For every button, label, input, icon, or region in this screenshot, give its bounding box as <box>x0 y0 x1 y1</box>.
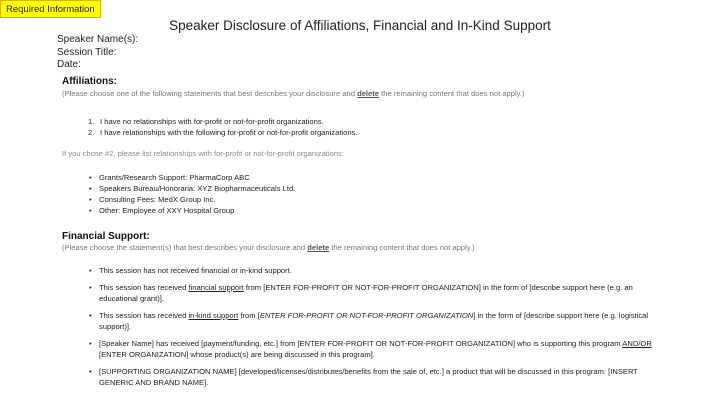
required-information-badge: Required Information <box>0 0 101 18</box>
list-text: This session has not received financial or in-kind support. <box>99 266 292 275</box>
list-text: This session has received in-kind support from [ENTER FOR-PROFIT OR NOT-FOR-PROFIT ORGANIZATION] in the form of [describe support here (e.g. logistical support)]. <box>99 311 649 331</box>
list-number: 1. <box>88 117 95 126</box>
list-item <box>88 127 357 138</box>
relationships-list <box>89 172 295 216</box>
delete-word: delete <box>357 89 380 98</box>
list-item <box>89 338 669 360</box>
bullet: • <box>89 367 92 376</box>
list-text: Speakers Bureau/Honoraria: XYZ Biopharmaceuticals Ltd. <box>99 184 296 193</box>
bullet: • <box>89 339 92 348</box>
list-text: Other: Employee of XXY Hospital Group <box>99 206 235 215</box>
bullet: • <box>89 206 92 215</box>
list-item <box>89 194 295 205</box>
list-item <box>89 183 295 194</box>
bullet: • <box>89 173 92 182</box>
instr-text: the remaining content that does not apply.) <box>379 89 525 98</box>
list-item <box>89 172 295 183</box>
bullet: • <box>89 195 92 204</box>
affiliation-options <box>88 116 357 138</box>
list-item <box>89 366 669 388</box>
affiliations-instructions <box>62 89 525 98</box>
list-text: [SUPPORTING ORGANIZATION NAME] [developed/licenses/distributes/benefits from the sale of, etc.] a product that will be discussed in this program: [INSERT GENERIC AND BRAND NAME]. <box>99 367 638 387</box>
support-statements <box>89 265 669 394</box>
affiliations-heading: Affiliations: <box>62 76 117 87</box>
list-text: Consulting Fees: MedX Group Inc. <box>99 195 216 204</box>
list-text: Grants/Research Support: PharmaCorp ABC <box>99 173 250 182</box>
list-text: I have no relationships with for-profit or not-for-profit organizations. <box>100 117 324 126</box>
financial-support-heading: Financial Support: <box>62 231 150 242</box>
list-item <box>89 310 669 332</box>
delete-word: delete <box>307 243 330 252</box>
date-label: Date: <box>57 59 81 70</box>
list-item <box>88 116 357 127</box>
list-item <box>89 205 295 216</box>
list-text: I have relationships with the following for-profit or not-for-profit organizations. <box>100 128 358 137</box>
list-number: 2. <box>88 128 95 137</box>
bullet: • <box>89 184 92 193</box>
list-text: This session has received financial support from [ENTER FOR-PROFIT OR NOT-FOR-PROFIT ORGANIZATION] in the form of [describe support here (e.g. an educational grant)]. <box>99 283 633 303</box>
session-title-label: Session Title: <box>57 46 117 58</box>
instr-text: (Please choose the statement(s) that best describes your disclosure and <box>62 243 308 252</box>
list-item <box>89 265 669 276</box>
bullet: • <box>89 311 92 320</box>
financial-instructions <box>62 243 475 252</box>
bullet: • <box>89 266 92 275</box>
instr-text: (Please choose one of the following statements that best describes your disclosure and <box>62 89 358 98</box>
list-item <box>89 282 669 304</box>
page-title: Speaker Disclosure of Affiliations, Financial and In-Kind Support <box>169 18 551 33</box>
if-chose-prompt: If you chose #2, please list relationships with for-profit or not-for-profit organizations: <box>62 149 344 158</box>
speaker-names-label: Speaker Name(s): <box>57 34 139 45</box>
instr-text: the remaining content that does not apply.) <box>329 243 475 252</box>
speaker-meta <box>57 34 138 72</box>
list-text: [Speaker Name] has received [payment/funding, etc.] from [ENTER FOR-PROFIT OR NOT-FOR-PROFIT ORGANIZATION] who is supporting this program AND/OR [ENTER ORGANIZATION] whose product(s) are being discussed in this program]. <box>99 339 652 359</box>
bullet: • <box>89 283 92 292</box>
